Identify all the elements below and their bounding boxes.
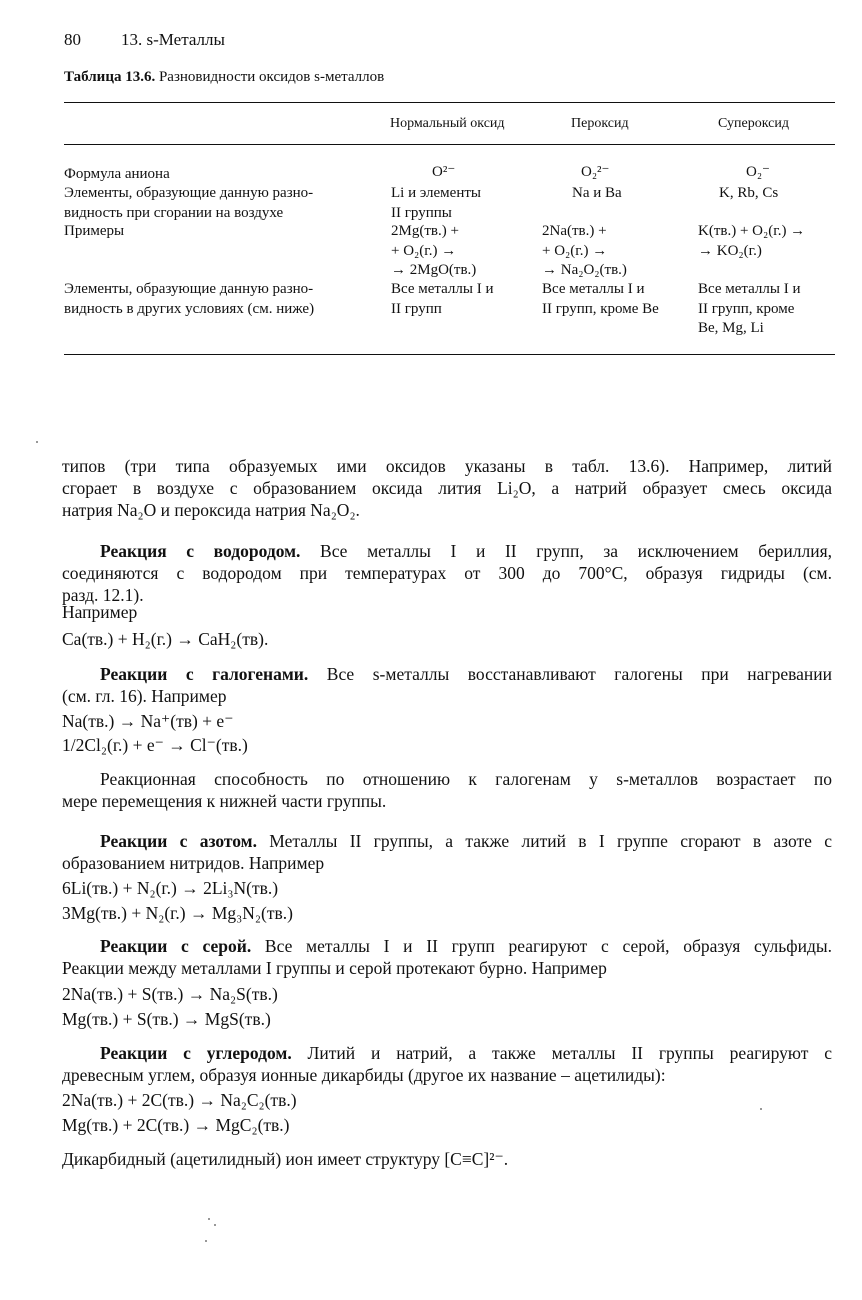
halogen-paragraph: Реакции с галогенами. Все s-металлы восстанавливают галогены при нагревании (см. гл. 16). Например (62, 664, 832, 706)
scan-speck (214, 1224, 216, 1226)
scan-speck (760, 1108, 762, 1110)
equation-carbon-1: 2Na(тв.) + 2C(тв.) → Na₂C₂(тв.) (62, 1090, 297, 1110)
cell-anion-normal: O²⁻ (432, 164, 456, 180)
halogen-title: Реакции с галогенами. (100, 664, 309, 684)
hydrogen-title: Реакция с водородом. (100, 541, 301, 561)
nitrogen-paragraph: Реакции с азотом. Металлы II группы, а также литий в I группе сгорают в азоте с образованием нитридов. Например (62, 831, 832, 873)
reactivity-paragraph: Реакционная способность по отношению к галогенам у s-металлов возрастает по мере перемещения к нижней части группы. (62, 769, 832, 811)
table-caption-text: Разновидности оксидов s-металлов (158, 69, 385, 85)
for-example-1: Например (62, 602, 138, 622)
table-caption-label: Таблица 13.6. (64, 69, 156, 85)
carbon-paragraph: Реакции с углеродом. Литий и натрий, а также металлы II группы реагируют с древесным углем, образуя ионные дикарбиды (другое их название – ацетилиды): (62, 1043, 832, 1085)
col-header-superoxide: Супероксид (718, 116, 789, 131)
row-label-burn-in-air: Элементы, образующие данную разно- видность при сгорании на воздухе (64, 185, 314, 221)
col-header-peroxide: Пероксид (571, 116, 629, 131)
cell-burn-peroxide: Na и Ba (572, 185, 622, 201)
row-label-anion-formula: Формула аниона (64, 166, 170, 182)
cell-other-normal: Все металлы I и II групп (391, 281, 494, 317)
intro-paragraph: типов (три типа образуемых ими оксидов указаны в табл. 13.6). Например, литий сгорает в воздухе с образованием оксида лития Li₂O, а натрий образует смесь оксида натрия Na₂O и пероксида натрия Na₂O₂. (62, 456, 832, 520)
cell-burn-superoxide: K, Rb, Cs (719, 185, 779, 201)
equation-hydrogen: Ca(тв.) + H₂(г.) → CaH₂(тв). (62, 629, 269, 649)
page-number: 80 (64, 30, 81, 49)
scan-speck (205, 1240, 207, 1242)
carbon-title: Реакции с углеродом. (100, 1043, 292, 1063)
table-bottom-rule (64, 354, 835, 355)
cell-other-superoxide: Все металлы I и II групп, кроме Be, Mg, Li (698, 281, 801, 336)
chapter-title: 13. s-Металлы (121, 30, 225, 49)
equation-sulfur-1: 2Na(тв.) + S(тв.) → Na₂S(тв.) (62, 984, 278, 1004)
cell-example-superoxide: K(тв.) + O₂(г.) → → KO₂(г.) (698, 223, 806, 259)
table-header-rule (64, 144, 835, 145)
scan-speck (36, 441, 38, 443)
row-label-other-conditions: Элементы, образующие данную разно- видность в других условиях (см. ниже) (64, 281, 315, 317)
sulfur-title: Реакции с серой. (100, 936, 252, 956)
nitrogen-title: Реакции с азотом. (100, 831, 257, 851)
equation-halogen-1: Na(тв.) → Na⁺(тв) + e⁻ (62, 711, 234, 731)
sulfur-paragraph: Реакции с серой. Все металлы I и II групп реагируют с серой, образуя сульфиды. Реакции между металлами I группы и серой протекают бурно. Например (62, 936, 832, 978)
cell-example-peroxide: 2Na(тв.) + + O₂(г.) → → Na₂O₂(тв.) (542, 223, 627, 278)
cell-burn-normal: Li и элементы II группы (391, 185, 481, 221)
cell-other-peroxide: Все металлы I и II групп, кроме Be (542, 281, 659, 317)
equation-nitrogen-2: 3Mg(тв.) + N₂(г.) → Mg₃N₂(тв.) (62, 903, 293, 923)
cell-example-normal: 2Mg(тв.) + + O₂(г.) → → 2MgO(тв.) (391, 223, 477, 278)
hydrogen-paragraph: Реакция с водородом. Все металлы I и II групп, за исключением бериллия, соединяются с водородом при температурах от 300 до 700°C, образуя гидриды (см. разд. 12.1). (62, 541, 833, 605)
table-caption (64, 69, 384, 86)
cell-anion-peroxide: O₂²⁻ (581, 164, 610, 180)
cell-anion-superoxide: O₂⁻ (746, 164, 770, 180)
table-top-rule (64, 102, 835, 103)
equation-nitrogen-1: 6Li(тв.) + N₂(г.) → 2Li₃N(тв.) (62, 878, 279, 898)
col-header-normal-oxide: Нормальный оксид (390, 116, 505, 131)
scan-speck (208, 1218, 210, 1220)
equation-carbon-2: Mg(тв.) + 2C(тв.) → MgC₂(тв.) (62, 1115, 290, 1135)
dicarbide-sentence: Дикарбидный (ацетилидный) ион имеет структуру [C≡C]²⁻. (62, 1149, 509, 1169)
row-label-examples: Примеры (64, 223, 125, 239)
equation-sulfur-2: Mg(тв.) + S(тв.) → MgS(тв.) (62, 1009, 271, 1029)
equation-halogen-2: 1/2Cl₂(г.) + e⁻ → Cl⁻(тв.) (62, 735, 248, 755)
